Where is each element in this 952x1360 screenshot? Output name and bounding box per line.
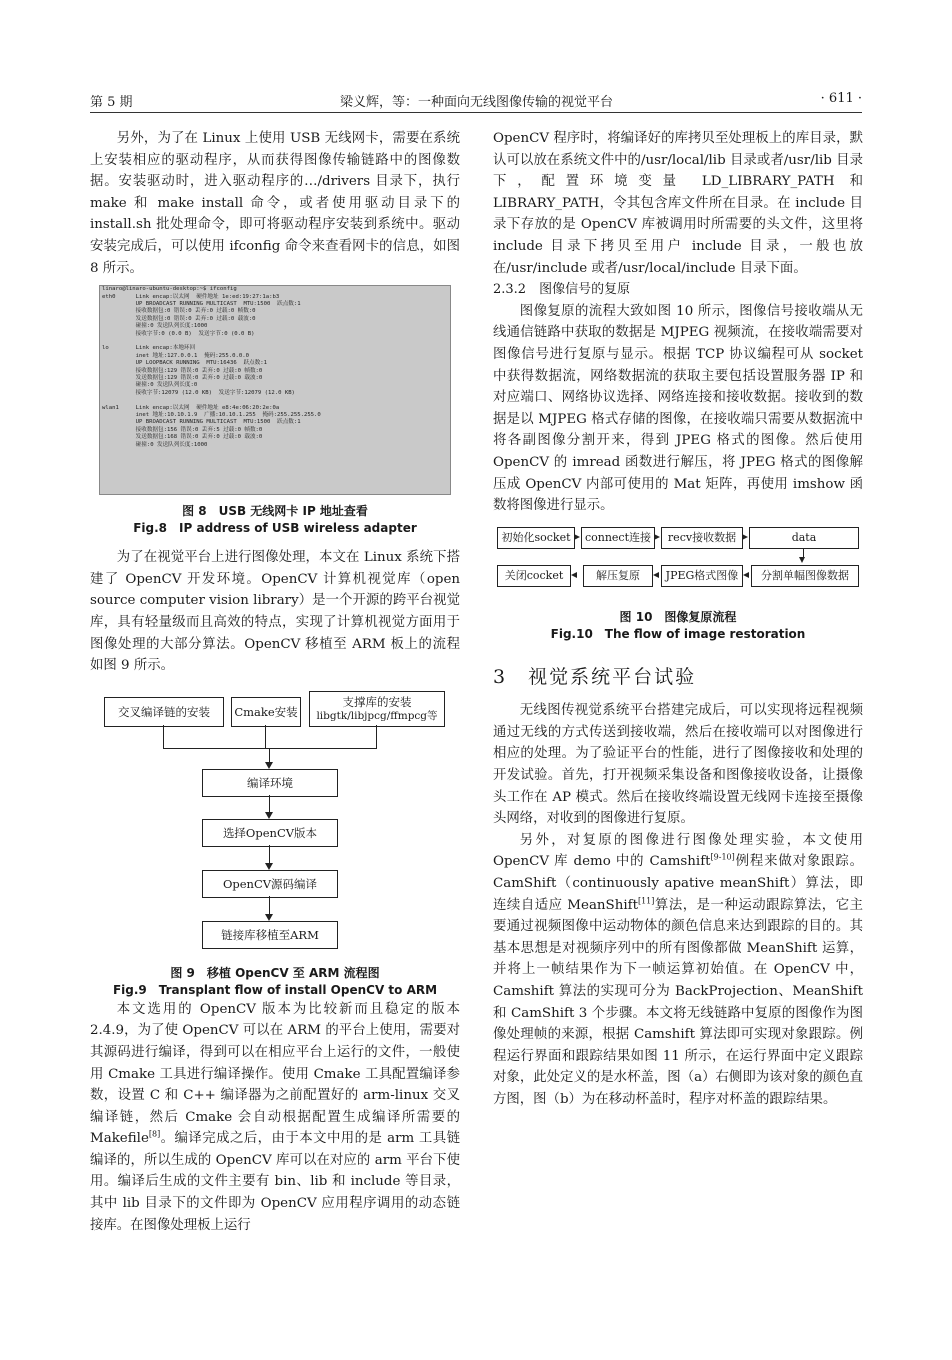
terminal-line: 接收字节:12079 (12.0 KB) 发送字节:12079 (12.0 KB) bbox=[102, 389, 295, 396]
figure-10-caption-en: Fig.10 The flow of image restoration bbox=[550, 626, 806, 641]
flow-box-cmake-install: Cmake安装 bbox=[231, 697, 301, 727]
flow-box-jpeg-image: JPEG格式图像 bbox=[661, 565, 743, 587]
text-segment: 。编译完成之后，由于本文中用的是 arm 工具链编译的，所以生成的 OpenCV 库可以在对应的 arm 平台下使用。编译后生成的文件主要有 bin、lib 和 include 等目录，其中 lib 目录下的文件即为 OpenCV 应用程序调用的动态链接库。在图像处理板上运行 bbox=[90, 1131, 460, 1233]
flow-box-data: data bbox=[749, 527, 859, 549]
flow-box-compile-env: 编译环境 bbox=[202, 769, 338, 797]
terminal-line: UP LOOPBACK RUNNING MTU:16436 跃点数:1 bbox=[102, 360, 267, 367]
terminal-line: 接收数据包:129 错误:0 丢弃:0 过载:0 帧数:0 bbox=[102, 367, 263, 374]
subsection-heading-2-3-2: 2.3.2 图像信号的复原 bbox=[493, 282, 631, 298]
flow-box-decompress: 解压复原 bbox=[583, 565, 653, 587]
flow-box-support-libs bbox=[309, 691, 445, 727]
flow-box-close-socket: 关闭cocket bbox=[497, 565, 571, 587]
support-libs-title: 支撑库的安装 bbox=[342, 694, 412, 709]
terminal-line: linaro@linaro-ubuntu-desktop:~$ ifconfig bbox=[102, 286, 237, 293]
connector bbox=[163, 748, 377, 749]
citation: [11] bbox=[637, 896, 655, 906]
citation: [9-10] bbox=[710, 852, 735, 862]
flow-box-select-version: 选择OpenCV版本 bbox=[202, 819, 338, 847]
arrow-right-icon bbox=[742, 534, 748, 540]
terminal-line: 发送数据包:168 错误:0 丢弃:0 过载:0 载波:0 bbox=[102, 434, 263, 441]
terminal-line: UP BROADCAST RUNNING MULTICAST MTU:1500 跃点数:1 bbox=[102, 300, 301, 307]
arrow-down-icon bbox=[265, 914, 273, 921]
running-title: 梁义辉，等：一种面向无线图像传输的视觉平台 bbox=[340, 95, 614, 110]
terminal-line: eth0 Link encap:以太网 硬件地址 1e:ed:19:27:1a:b3 bbox=[102, 293, 280, 300]
issue-number: 第 5 期 bbox=[90, 95, 133, 110]
arrow-left-icon bbox=[571, 572, 577, 578]
terminal-line bbox=[102, 397, 450, 404]
connector bbox=[269, 795, 270, 812]
terminal-line: 发送数据包:129 错误:0 丢弃:0 过载:0 载波:0 bbox=[102, 375, 263, 382]
flow-box-cross-toolchain: 交叉编译链的安装 bbox=[104, 697, 224, 727]
figure-10-flowchart bbox=[493, 523, 863, 599]
terminal-line: 碰撞:0 发送队列长度:1000 bbox=[102, 441, 208, 448]
figure-8-caption-cn: 图 8 USB 无线网卡 IP 地址查看 bbox=[182, 504, 368, 519]
support-libs-detail: libgtk/libjpcg/ffmpcg等 bbox=[316, 709, 438, 722]
figure-9-caption-cn: 图 9 移植 OpenCV 至 ARM 流程图 bbox=[170, 965, 380, 980]
terminal-line: 接收数据包:0 错误:0 丢弃:0 过载:0 帧数:0 bbox=[102, 308, 256, 315]
terminal-line: 接收数据包:156 错误:0 丢弃:5 过载:0 帧数:0 bbox=[102, 426, 263, 433]
connector bbox=[265, 725, 266, 749]
terminal-line: 碰撞:0 发送队列长度:0 bbox=[102, 382, 198, 389]
terminal-line: wlan1 Link encap:以太网 硬件地址 e8:4e:06:20:2e:0a bbox=[102, 404, 280, 411]
text-segment: 算法，是一种运动跟踪算法，它主要通过视频图像中运动物体的颜色信息来达到跟踪的目的。其基本思想是对视频序列中的所有图像都做 MeanShift 运算，并将上一帧结果作为下一帧运算初始值。在 OpenCV 中，Camshift 算法的实现可分为 BackProjection、MeanShift 和 CamShift 3 个步骤。本文将无线链路中复原的图像作为图像处理帧的来源，根据 Camshift 算法即可实现对象跟踪。例程运行界面和跟踪结果如图 11 所示，在运行界面中定义跟踪对象，此处定义的是水杯盖，图（a）右侧即为该对象的颜色直方图，图（b）为在移动杯盖时，程序对杯盖的跟踪结果。 bbox=[493, 897, 863, 1107]
flow-box-port-to-arm: 链接库移植至ARM bbox=[202, 921, 338, 949]
paragraph-driver-install: 另外，为了在 Linux 上使用 USB 无线网卡，需要在系统上安装相应的驱动程序，从而获得图像传输链路中的图像数据。安装驱动时，进入驱动程序的…/drivers 目录下，执行 make 和 make install 命令，或者使用驱动目录下的 install.sh 批处理命令，即可将驱动程序安装到系统中。驱动安装完成后，可以使用 ifconfig 命令来查看网卡的信息，如图 8 所示。 bbox=[90, 131, 460, 276]
citation: [8] bbox=[148, 1129, 161, 1139]
figure-10-caption-cn: 图 10 图像复原流程 bbox=[619, 609, 737, 624]
arrow-left-icon bbox=[653, 572, 659, 578]
page-number: · 611 · bbox=[820, 91, 862, 106]
flow-box-init-socket: 初始化socket bbox=[497, 527, 575, 549]
terminal-line: UP BROADCAST RUNNING MULTICAST MTU:1500 跃点数:1 bbox=[102, 419, 301, 426]
figure-9-flowchart bbox=[90, 687, 460, 965]
running-header bbox=[90, 88, 862, 113]
arrow-down-icon bbox=[265, 863, 273, 870]
terminal-line: inet 地址:10.10.1.9 广播:10.10.1.255 掩码:255.255.255.0 bbox=[102, 412, 321, 419]
connector bbox=[269, 845, 270, 863]
flow-box-source-compile: OpenCV源码编译 bbox=[202, 870, 338, 898]
flow-box-connect: connect连接 bbox=[581, 527, 655, 549]
arrow-down-icon bbox=[265, 812, 273, 819]
connector bbox=[269, 748, 270, 762]
paragraph-lib-copy: OpenCV 程序时，将编译好的库拷贝至处理板上的库目录，默认可以放在系统文件中的/usr/local/lib 目录或者/usr/lib 目录下，配置环境变量 LD_LIBRARY_PATH 和 LIBRARY_PATH，令其包含库文件所在目录。在 include 目录下存放的是 OpenCV 库被调用时所需要的头文件，这里将 include 目录下拷贝至用户 include 目录，一般也放在/usr/include 或者/usr/local/include 目录下面。 bbox=[493, 131, 863, 276]
terminal-line: inet 地址:127.0.0.1 掩码:255.0.0.0 bbox=[102, 352, 249, 359]
figure-9-caption-en: Fig.9 Transplant flow of install OpenCV to ARM bbox=[112, 982, 438, 997]
text-segment: 本文选用的 OpenCV 版本为比较新而且稳定的版本 2.4.9，为了使 OpenCV 可以在 ARM 的平台上使用，需要对其源码进行编译，得到可以在相应平台上运行的文件，一般使用 Cmake 工具进行编译操作。使用 Cmake 工具配置编译参数，设置 C 和 C++ 编译器为之前配置好的 arm-linux 交叉编译链，然后 Cmake 会自动根据配置生成编译所需要的 Makefile bbox=[90, 1001, 460, 1147]
connector bbox=[376, 725, 377, 749]
arrow-right-icon bbox=[654, 534, 660, 540]
section-heading-3: 3 视觉系统平台试验 bbox=[493, 665, 697, 688]
arrow-down-icon bbox=[265, 762, 273, 769]
text-segment: 另外，对复原的图像进行图像处理实验，本文使用 OpenCV 库 demo 中的 Camshift bbox=[493, 832, 863, 870]
paragraph-platform-test: 无线图传视觉系统平台搭建完成后，可以实现将远程视频通过无线的方式传送到接收端，然后在接收端可以对图像进行相应的处理。为了验证平台的性能，进行了图像接收和处理的开发试验。首先，打开视频采集设备和图像接收设备，让摄像头工作在 AP 模式。然后在接收终端设置无线网卡连接至摄像头网络，对收到的图像进行复原。 bbox=[493, 703, 863, 827]
text-segment: 例程来做对象跟踪。CamShift（continuously apative meanShift）算法，即连续自适应 MeanShift bbox=[493, 854, 863, 913]
connector bbox=[269, 896, 270, 914]
left-column bbox=[90, 128, 460, 1236]
paragraph-camshift bbox=[493, 830, 863, 1111]
arrow-right-icon bbox=[574, 534, 580, 540]
terminal-line: 发送数据包:0 错误:0 丢弃:0 过载:0 载波:0 bbox=[102, 315, 256, 322]
right-column bbox=[493, 128, 863, 1111]
terminal-line: lo Link encap:本地环回 bbox=[102, 345, 196, 352]
figure-8-terminal-screenshot bbox=[99, 285, 451, 495]
paragraph-opencv-compile bbox=[90, 999, 460, 1237]
paragraph-opencv-intro: 为了在视觉平台上进行图像处理，本文在 Linux 系统下搭建了 OpenCV 开发环境。OpenCV 计算机视觉库（open source computer vision library）是一个开源的跨平台视觉库，具有轻量级而且高效的特点，实现了计算机视觉方面用于图像处理的大部分算法。OpenCV 移植至 ARM 板上的流程如图 9 所示。 bbox=[90, 550, 460, 674]
terminal-line: 接收字节:0 (0.0 B) 发送字节:0 (0.0 B) bbox=[102, 330, 255, 337]
figure-8-caption-en: Fig.8 IP address of USB wireless adapter bbox=[133, 521, 417, 536]
arrow-left-icon bbox=[743, 572, 749, 578]
terminal-line: 碰撞:0 发送队列长度:1000 bbox=[102, 323, 208, 330]
connector bbox=[163, 725, 164, 749]
flow-box-recv: recv接收数据 bbox=[661, 527, 743, 549]
flow-box-split-frames: 分割单幅图像数据 bbox=[751, 565, 859, 587]
paragraph-image-restoration: 图像复原的流程大致如图 10 所示，图像信号接收端从无线通信链路中获取的数据是 MJPEG 视频流，在接收端需要对图像信号进行复原与显示。根据 TCP 协议编程可从 socket 中获得数据流，网络数据流的获取主要包括设置服务器 IP 和对应端口、网络协议选择、网络连接和接收数据。接收到的数据是以 MJPEG 格式存储的图像，在接收端只需要从数据流中将各副图像分割开来，得到 JPEG 格式的图像。然后使用 OpenCV 的 imread 函数进行解压，将 JPEG 格式的图像解压成 OpenCV 内部可使用的 Mat 矩阵，再使用 imshow 函数将图像进行显示。 bbox=[493, 303, 863, 514]
arrow-down-icon bbox=[799, 557, 805, 563]
